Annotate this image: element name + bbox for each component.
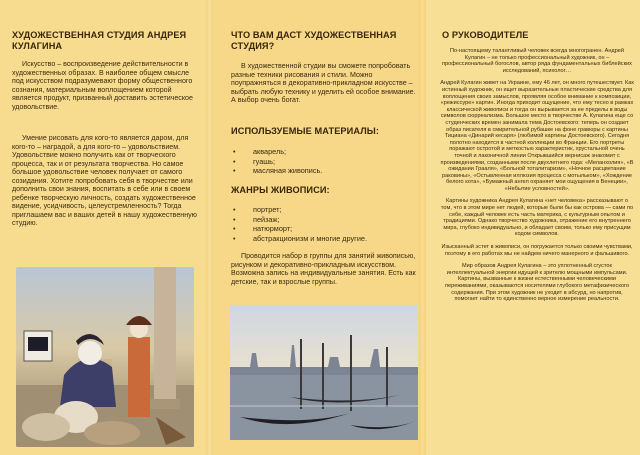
fold-shade-1 (206, 0, 213, 455)
list-item: • гуашь; (233, 156, 275, 166)
bullet-icon: • (233, 214, 236, 224)
fold-shade-2 (419, 0, 426, 455)
invitation-paragraph: Умение рисовать для кого-то является даром, для кого-то – наградой, а для кого-то – удовольствием. Удовольствие можно получить как от творческого процесса, так и от результата творчества. Но самое большое удовольствие человек получает от самого созидания. Хотите попробовать себя в творчестве или дополнить свои знания, воспитать в себе или в своем ребенке творческую личность, создать художественное видение, усидчивость, целеустремленность? Тогда приглашаем вас и ваших детей в нашу художественную студию. (12, 134, 197, 227)
benefits-paragraph: В художественной студии вы сможете попробовать разные техники рисования и стили. Можно поупражняться в декоративно-прикладном искусстве – выбрать любую технику и уделить ей особое внимание. А выбор очень богат. (231, 62, 416, 104)
list-item: • портрет; (233, 205, 282, 214)
list-item: • абстракционизм и многие другие. (233, 233, 367, 243)
genres-heading: ЖАНРЫ ЖИВОПИСИ: (231, 185, 330, 195)
list-item: • масляная живопись. (233, 166, 323, 176)
bullet-icon: • (233, 156, 236, 166)
list-item: • пейзаж; (233, 214, 280, 224)
painting-venice-gondolas (230, 305, 418, 440)
bullet-icon: • (233, 233, 236, 243)
benefits-title: ЧТО ВАМ ДАСТ ХУДОЖЕСТВЕННАЯ СТУДИЯ? (231, 30, 397, 51)
bullet-icon: • (233, 224, 236, 234)
studio-title: ХУДОЖЕСТВЕННАЯ СТУДИЯ АНДРЕЯ КУЛАГИНА (12, 30, 187, 51)
bio-paragraph: Мир образов Андрея Кулагина – это уплотненный сгусток интеллектуальной энергии идущей к зрителю мощными импульсами. Картины, вызванные к жизни естественными человеческими переживаниями, оказываются носителями глубокого метафизического содержания. При этом художник не уходит в абсурд, но напротив, помогает найти то единственно верное измерение реальности. (445, 263, 629, 303)
bio-paragraph: Картины художника Андрея Кулагина «нет человека» рассказывают о том, что в этом мире нет людей, которые были бы как острова — сами по себе, каждый человек есть часть материка, с культурным опытом и традициями. Однако творчество художника, отражение его внутреннего мира, глубоко индивидуально, и обладает своим, только ему присущим кодом символов. (440, 198, 634, 238)
genres-list (231, 205, 421, 243)
bio-paragraph: По-настоящему талантливый человек всегда многогранен. Андрей Кулагин – не только профессиональный художник, он – профессиональный богослов, автор ряда фундаментальных библейских исследований, психолог… (442, 48, 632, 74)
list-item: • акварель; (233, 147, 287, 156)
bullet-icon: • (233, 166, 236, 176)
bullet-icon: • (233, 147, 236, 156)
list-item: • натюрморт; (233, 224, 293, 234)
about-leader-text (440, 48, 634, 309)
panel-left (0, 0, 213, 455)
materials-list (231, 147, 411, 176)
bio-paragraph: Андрей Кулагин живет на Украине, ему 46 лет, он много путешествует. Как истинный художник, он ищет выразительные пластические средства для воплощения своих замыслов, проявляя особое внимание к композиции, «режиссуре» картин. Иногда приходит ощущение, что ему тесно в рамках классической живописи и тогда он вырывается за ее пределы в воды символов сюрреализма. Большое место в творчестве А. Кулагина еще со студенческих времен занимала тема Достоевского: теперь он создает образ писателя в смирительной рубашке на фоне гравюры с картины Тициана «Динарий кесаря» (любимой картины Достоевского). Сегодня полотно находится в частной коллекции во Франции. Его портреты поражают остротой и меткостью характеристик, хрустальной очень точной и лаконичной линии Открывшийся вернисаж знакомит с произведениями, созданными после двухлетнего года: «Меланхолия», «В ожидании Грааля», «Больной тоталитаризм», «Ночное расцветание раковины», «Остывленная иллюзия процесса с мотыльком», «Хождение белого кота», «Бумажный ангел охраняет мои ощущения в Венеции», «Небытие условностей». (440, 80, 634, 192)
panel-middle (213, 0, 426, 455)
enrollment-paragraph: Проводится набор в группы для занятий живописью, рисунком и декоративно-прикладным искусством. Возможна запись на индивидуальные занятия. Есть как детские, так и взрослые группы. (231, 252, 416, 286)
about-leader-title: О РУКОВОДИТЕЛЕ (442, 30, 529, 40)
materials-heading: ИСПОЛЬЗУЕМЫЕ МАТЕРИАЛЫ: (231, 126, 380, 136)
intro-paragraph: Искусство – воспроизведение действительности в художественных образах. В наиболее общем смысле под искусством подразумевают форму общественного сознания, материальным воплощением которой является продукт, призванный доставить эстетическое удовольствие. (12, 60, 193, 111)
bio-paragraph: Изысканный эстет в живописи, он погружается только своими чувствами, поэтому в его работах мы не найдем ничего манерного и фальшивого. (441, 244, 633, 257)
painting-venetian-masks (16, 267, 194, 447)
bullet-icon: • (233, 205, 236, 214)
panel-right (426, 0, 640, 455)
